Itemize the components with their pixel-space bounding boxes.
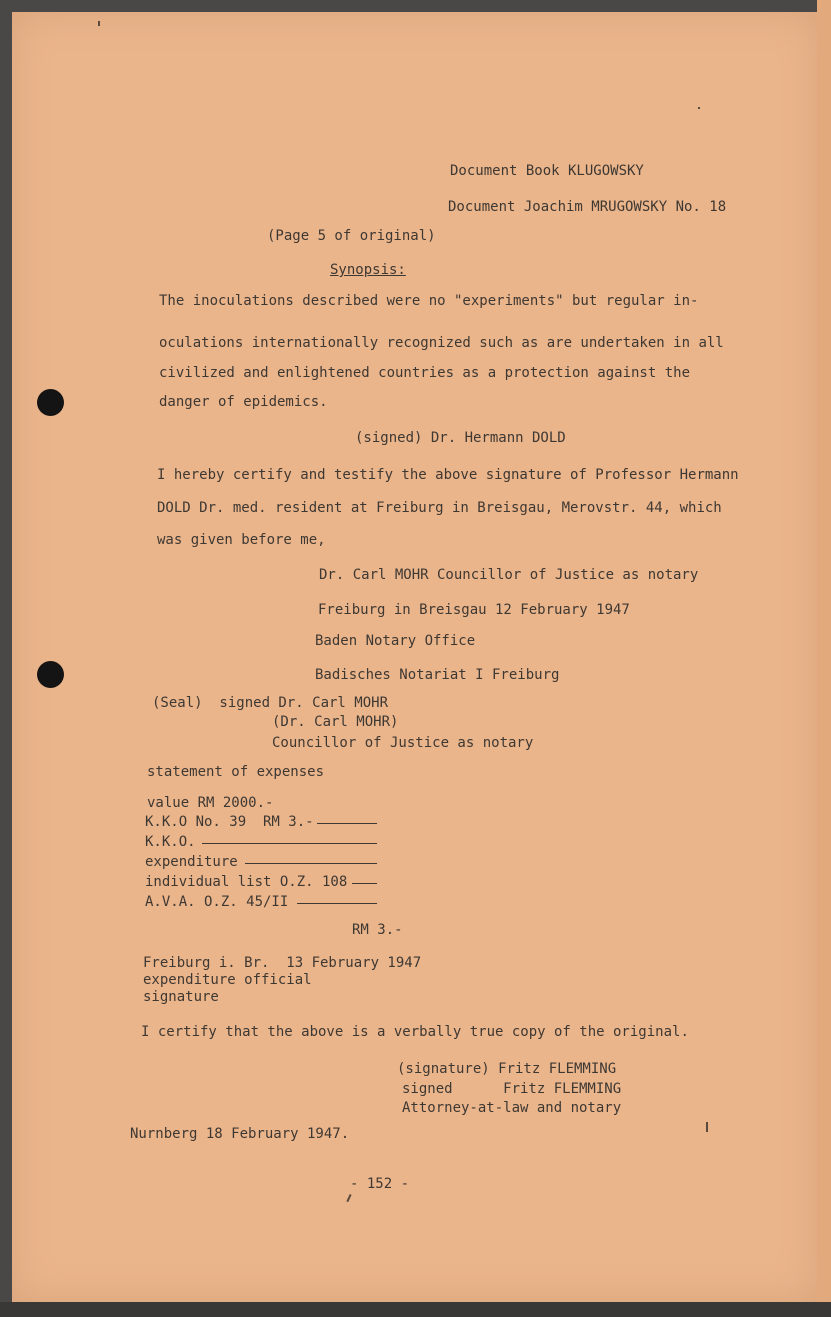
expense-dash	[297, 903, 377, 904]
attorney-line: Attorney-at-law and notary	[402, 1100, 622, 1116]
expense-dash	[352, 883, 377, 884]
certification-line: DOLD Dr. med. resident at Freiburg in Breisgau, Merovstr. 44, which	[157, 500, 722, 516]
paper-speck	[698, 107, 700, 109]
expense-dash	[317, 823, 377, 824]
paper-speck	[98, 21, 100, 26]
synopsis-line: civilized and enlightened countries as a protection against the	[159, 365, 691, 381]
synopsis-line: oculations internationally recognized such as are undertaken in all	[159, 335, 724, 351]
synopsis-line: danger of epidemics.	[159, 394, 328, 410]
expense-line: K.K.O No. 39 RM 3.-	[145, 814, 314, 830]
freiburg-line: expenditure official	[143, 972, 312, 988]
expense-line: A.V.A. O.Z. 45/II	[145, 894, 289, 910]
expense-line: expenditure	[145, 854, 238, 870]
expenses-total: RM 3.-	[352, 922, 403, 938]
expense-dash	[245, 863, 377, 864]
expense-line: value RM 2000.-	[147, 795, 274, 811]
document-page	[12, 12, 817, 1302]
place-date: Nurnberg 18 February 1947.	[130, 1126, 350, 1142]
attorney-line: (signature) Fritz FLEMMING	[397, 1061, 617, 1077]
certification-line: I hereby certify and testify the above signature of Professor Hermann	[157, 467, 739, 483]
notary-line: Dr. Carl MOHR Councillor of Justice as notary	[319, 567, 699, 583]
punch-hole-bottom	[37, 661, 64, 688]
page-edge-right	[817, 0, 831, 1317]
page-number: - 152 -	[350, 1176, 410, 1192]
certification-line: was given before me,	[157, 532, 326, 548]
expense-line: K.K.O.	[145, 834, 196, 850]
paper-speck	[346, 1194, 351, 1202]
signed-dold: (signed) Dr. Hermann DOLD	[355, 430, 566, 446]
page-edge-bottom	[0, 1302, 831, 1317]
paper-speck	[706, 1122, 708, 1132]
attorney-line: signed Fritz FLEMMING	[402, 1081, 622, 1097]
expense-dash	[202, 843, 377, 844]
expense-line: individual list O.Z. 108	[145, 874, 348, 890]
freiburg-line: signature	[143, 989, 219, 1005]
synopsis-line: The inoculations described were no "experiments" but regular in-	[159, 293, 699, 309]
seal-line: (Dr. Carl MOHR)	[272, 714, 399, 730]
seal-line: (Seal) signed Dr. Carl MOHR	[152, 695, 389, 711]
page-of-original-note: (Page 5 of original)	[267, 228, 436, 244]
document-number: Document Joachim MRUGOWSKY No. 18	[448, 199, 727, 215]
notary-line: Baden Notary Office	[315, 633, 476, 649]
notary-line: Freiburg in Breisgau 12 February 1947	[318, 602, 630, 618]
synopsis-heading: Synopsis:	[330, 262, 406, 278]
document-book-title: Document Book KLUGOWSKY	[450, 163, 644, 179]
notary-line: Badisches Notariat I Freiburg	[315, 667, 560, 683]
certify-copy: I certify that the above is a verbally true copy of the original.	[141, 1024, 689, 1040]
seal-line: Councillor of Justice as notary	[272, 735, 534, 751]
expenses-heading: statement of expenses	[147, 764, 325, 780]
punch-hole-top	[37, 389, 64, 416]
freiburg-line: Freiburg i. Br. 13 February 1947	[143, 955, 422, 971]
